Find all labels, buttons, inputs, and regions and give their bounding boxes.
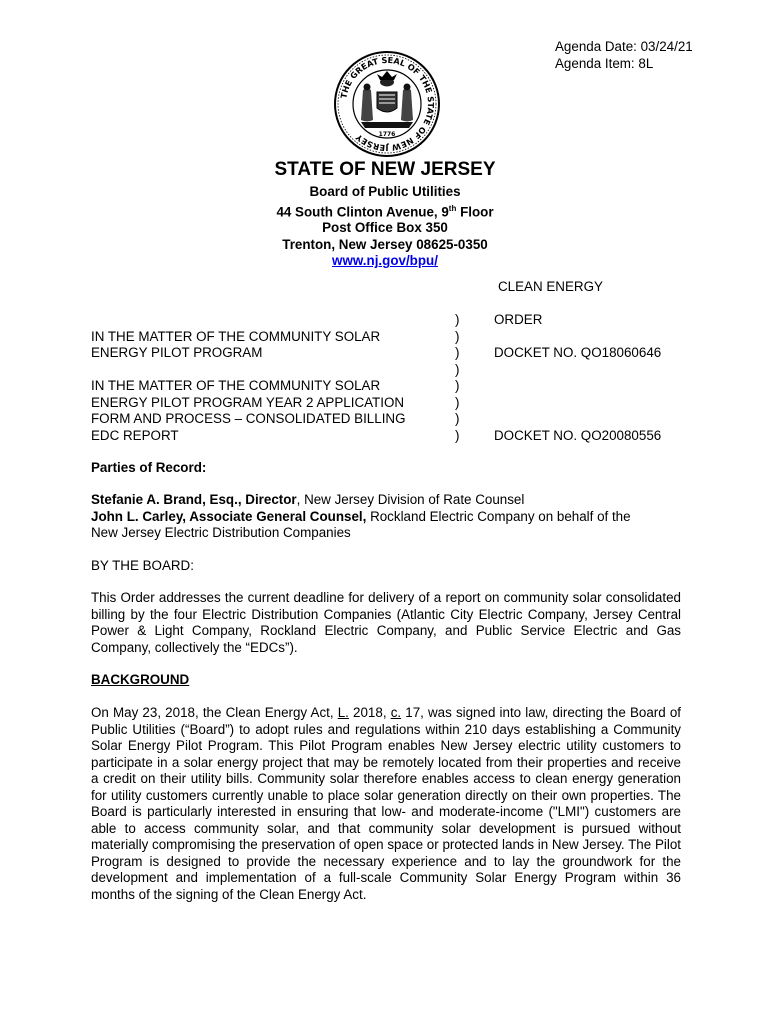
board-name: Board of Public Utilities [309,184,461,199]
party-2-name: John L. Carley, Associate General Counsel, [91,508,367,524]
matter-2-line-3: FORM AND PROCESS – CONSOLIDATED BILLING [91,411,406,426]
bg-text-b: 2018, [348,705,391,720]
bracket: ) [455,427,460,443]
seal-ring-text: THE GREAT SEAL OF THE STATE OF NEW JERSEY [338,54,437,154]
parties-list [91,492,691,542]
party-1 [91,492,691,509]
party-2 [91,509,691,526]
party-1-affiliation: , New Jersey Division of Rate Counsel [296,492,525,507]
by-the-board: BY THE BOARD: [91,558,194,573]
matter-1-line-1: IN THE MATTER OF THE COMMUNITY SOLAR [91,328,381,344]
docket-number-1: DOCKET NO. QO18060646 [494,345,662,360]
bracket: ) [455,345,460,360]
party-1-name: Stefanie A. Brand, Esq., Director [91,492,297,507]
agenda-item: Agenda Item: 8L [555,56,654,71]
matter-2-line-1: IN THE MATTER OF THE COMMUNITY SOLAR [91,378,381,393]
bg-text-a: On May 23, 2018, the Clean Energy Act, [91,705,338,720]
parties-heading: Parties of Record: [91,460,207,475]
city-line: Trenton, New Jersey 08625-0350 [282,236,488,252]
address-main: 44 South Clinton Avenue, 9 [276,203,449,219]
order-category: CLEAN ENERGY [498,279,603,294]
state-seal-icon [333,50,441,158]
matter-2-line-4: EDC REPORT [91,427,179,443]
bracket: ) [455,328,460,344]
party-2-affiliation: Rockland Electric Company on behalf of the [366,508,631,524]
state-title: STATE OF NEW JERSEY [274,159,496,180]
bpu-website-link[interactable]: www.nj.gov/bpu/ [332,253,438,269]
bracket: ) [455,411,460,426]
bracket: ) [455,361,460,377]
order-label: ORDER [494,312,543,327]
address-floor: Floor [456,203,494,219]
matter-1-line-2: ENERGY PILOT PROGRAM [91,345,263,360]
street-address [0,201,770,221]
agenda-date: Agenda Date: 03/24/21 [555,39,693,54]
caption-brackets [455,312,465,444]
matter-2-line-2: ENERGY PILOT PROGRAM YEAR 2 APPLICATION [91,394,405,410]
matter-2 [91,378,436,444]
docket-number-2: DOCKET NO. QO20080556 [494,427,662,443]
law-citation-c: c. [390,705,402,720]
matter-1 [91,329,436,362]
address-sup: th [448,203,457,213]
background-paragraph [91,705,681,903]
seal-year: 1776 [378,131,396,138]
bracket: ) [455,378,460,393]
party-2-affiliation-cont: New Jersey Electric Distribution Companies [91,525,351,540]
letterhead [0,156,770,270]
intro-paragraph: This Order addresses the current deadline for delivery of a report on community solar consolidated billing by the four Electric Distribution Companies (Atlantic City Electric Company, Jersey Central Power & Light Company, Rockland Electric Company, and Public Service Electric and Gas Company, collectively the “EDCs”). [91,590,681,655]
po-box: Post Office Box 350 [322,220,448,236]
background-heading: BACKGROUND [91,672,190,687]
bracket: ) [455,394,460,410]
law-citation-l: L. [337,705,349,720]
bg-text-c: 17, was signed into law, directing the Board of Public Utilities (“Board”) to adopt rules and regulations within 210 days establishing a Community Solar Energy Pilot Program. This Pilot Program enables New Jersey electric utility customers to participate in a solar energy project that may be remotely located from their properties and receive a credit on their utility bills. Community solar therefore enables access to clean energy generation for utility customers currently unable to place solar generation directly on their own properties. The Board is particularly interested in ensuring that low- and moderate-income ("LMI") customers are able to access community solar, and that community solar development is pursued without materially compromising the preservation of open space or protected lands in New Jersey. The Pilot Program is designed to provide the necessary experience and to lay the groundwork for the development and implementation of a full-scale Community Solar Energy Program within 36 months of the signing of the Clean Energy Act. [91,705,682,902]
bracket: ) [455,312,460,327]
agenda-block [555,38,693,72]
